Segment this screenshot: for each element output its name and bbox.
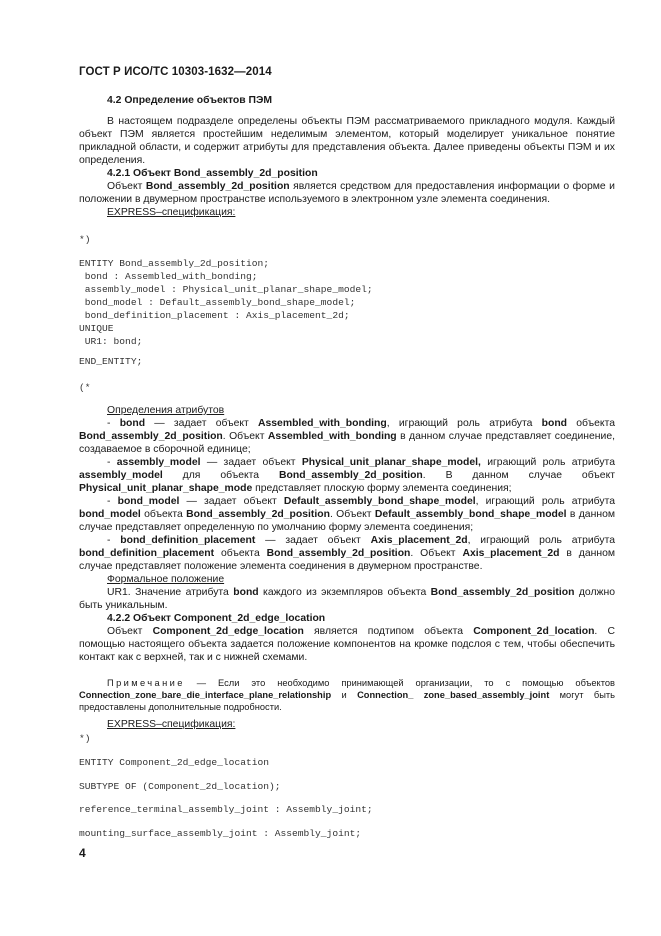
note-block bbox=[79, 677, 615, 713]
code-close-marker: (* bbox=[79, 382, 91, 393]
page-number: 4 bbox=[79, 846, 86, 860]
section-4-2-body bbox=[79, 115, 615, 219]
document-header: ГОСТ Р ИСО/ТС 10303-1632—2014 bbox=[79, 66, 272, 78]
ur1-statement: UR1. Значение атрибута bond каждого из экземпляров объекта Bond_assembly_2d_position должно быть уникальным. bbox=[79, 587, 615, 611]
bond-assembly-description: Объект Bond_assembly_2d_position является средством для предоставления информации о форме и положении в двумерном пространстве используемого в электронном узле элемента соединения. bbox=[79, 181, 615, 205]
subsection-heading-4-2-1: 4.2.1 Объект Bond_assembly_2d_position bbox=[107, 168, 318, 179]
attribute-bond-model: - bond_model — задает объект Default_assembly_bond_shape_model, играющий роль атрибута bond_model объекта Bond_assembly_2d_position. Объект Default_assembly_bond_shape_model в данном случае представляет определенную по умолчанию форму элемента соединения; bbox=[79, 496, 615, 533]
intro-paragraph: В настоящем подразделе определены объекты ПЭМ рассматриваемого прикладного модуля. Каждый объект ПЭМ является простейшим неделимым элементом, который моделирует уникальное понятие прикладной области, и содержит атрибуты для представления объекта. Далее приведены объекты ПЭМ и их определения. bbox=[79, 116, 615, 166]
component-edge-description: Объект Component_2d_edge_location является подтипом объекта Component_2d_location. С помощью настоящего объекта задается положение компонентов на кромке подслоя с тем, чтобы обеспечить контакт как с верхней, так и с нижней схемами. bbox=[79, 626, 615, 663]
subsection-heading-4-2-2: 4.2.2 Объект Component_2d_edge_location bbox=[107, 613, 326, 624]
code-open-marker: *) bbox=[79, 234, 91, 245]
code-mounting-surface-line: mounting_surface_assembly_joint : Assembly_joint; bbox=[79, 828, 362, 839]
note-paragraph: Примечание — Если это необходимо принимающей организации, то с помощью объектов Connection_zone_bare_die_interface_plane_relationship и Connection_ zone_based_assembly_joint могут быть предоставлены дополнительные подробности. bbox=[79, 678, 615, 712]
code-open-marker-2: *) bbox=[79, 733, 91, 744]
express-end-entity: END_ENTITY; bbox=[79, 356, 143, 367]
code-subtype-line: SUBTYPE OF (Component_2d_location); bbox=[79, 781, 281, 792]
section-heading: 4.2 Определение объектов ПЭМ bbox=[107, 95, 273, 106]
code-entity-line: ENTITY Component_2d_edge_location bbox=[79, 757, 269, 768]
express-spec-label: EXPRESS–спецификация: bbox=[107, 207, 236, 218]
attribute-assembly-model: - assembly_model — задает объект Physical_unit_planar_shape_model, играющий роль атрибута assembly_model для объекта Bond_assembly_2d_position. В данном случае объект Physical_unit_planar_shape_mode представляет плоскую форму элемента соединения; bbox=[79, 457, 616, 494]
express-label-block-2 bbox=[79, 718, 615, 731]
attribute-definitions-label: Определения атрибутов bbox=[107, 405, 225, 416]
express-spec-label-2: EXPRESS–спецификация: bbox=[107, 719, 236, 730]
section-4-2 bbox=[79, 94, 615, 107]
attribute-definitions bbox=[79, 404, 615, 664]
code-reference-terminal-line: reference_terminal_assembly_joint : Assembly_joint; bbox=[79, 804, 373, 815]
formal-statement-label: Формальное положение bbox=[107, 574, 225, 585]
express-code-block: ENTITY Bond_assembly_2d_position; bond : Assembled_with_bonding; assembly_model : Physical_unit_planar_shape_model; bond_model : Default_assembly_bond_shape_model; bond_definition_placement : Axis_placement_2d; UNIQUE UR1: bond; bbox=[79, 258, 373, 347]
attribute-bond-definition-placement: - bond_definition_placement — задает объект Axis_placement_2d, играющий роль атрибута bond_definition_placement объекта Bond_assembly_2d_position. Объект Axis_placement_2d в данном случае представляет положение элемента соединения в двумерном пространстве. bbox=[79, 535, 615, 572]
attribute-bond: - bond — задает объект Assembled_with_bonding, играющий роль атрибута bond объекта Bond_assembly_2d_position. Объект Assembled_with_bonding в данном случае представляет соединение, создаваемое в сборочной единице; bbox=[79, 418, 615, 455]
